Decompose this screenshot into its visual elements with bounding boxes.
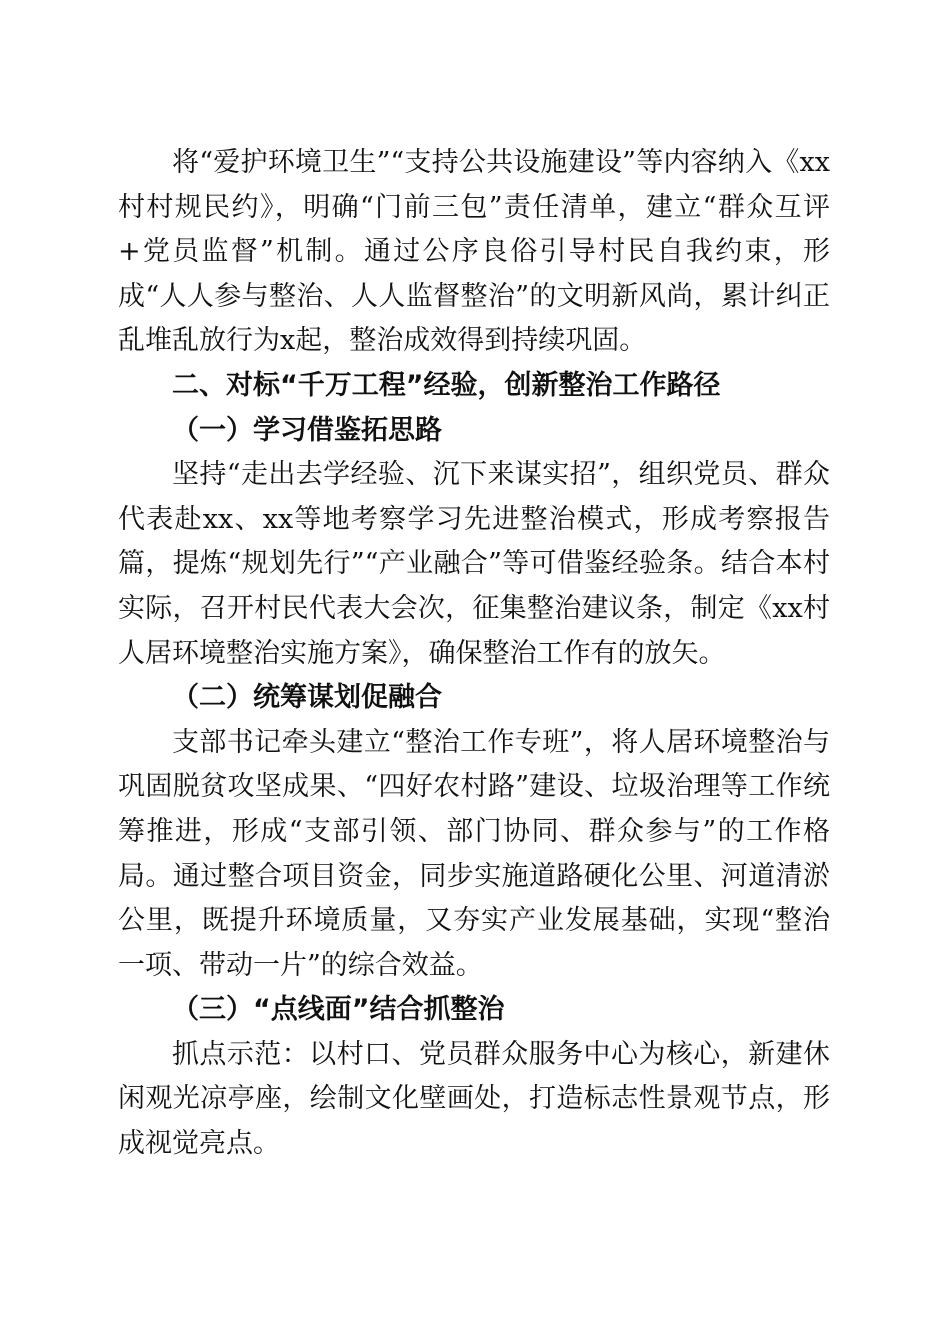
paragraph-integration: 支部书记牵头建立“整治工作专班”，将人居环境整治与巩固脱贫攻坚成果、“四好农村路”建设、垃圾治理等工作统筹推进，形成“支部引领、部门协同、群众参与”的工作格局。通过整合项目资金，同步实施道路硬化公里、河道清淤公里，既提升环境质量，又夯实产业发展基础，实现“整治一项、带动一片”的综合效益。 xyxy=(118,726,830,981)
paragraph-demonstration: 抓点示范：以村口、党员群众服务中心为核心，新建休闲观光凉亭座，绘制文化壁画处，打造标志性景观节点，形成视觉亮点。 xyxy=(118,1038,830,1160)
sub-heading-one: （一）学习借鉴拓思路 xyxy=(172,414,442,446)
paragraph-learning: 坚持“走出去学经验、沉下来谋实招”，组织党员、群众代表赴xx、xx等地考察学习先进整治模式，形成考察报告篇，提炼“规划先行”“产业融合”等可借鉴经验条。结合本村实际，召开村民代表大会次，征集整治建议条，制定《xx村人居环境整治实施方案》，确保整治工作有的放矢。 xyxy=(118,459,830,669)
sub-heading-two: （二）统筹谋划促融合 xyxy=(172,682,442,714)
document-body xyxy=(118,141,830,1167)
section-heading-two: 二、对标“千万工程”经验，创新整治工作路径 xyxy=(172,369,721,401)
paragraph-village-rules: 将“爱护环境卫生”“支持公共设施建设”等内容纳入《xx村村规民约》，明确“门前三包”责任清单，建立“群众互评+党员监督”机制。通过公序良俗引导村民自我约束，形成“人人参与整治、人人监督整治”的文明新风尚，累计纠正乱堆乱放行为x起，整治成效得到持续巩固。 xyxy=(118,147,830,357)
sub-heading-three: （三）“点线面”结合抓整治 xyxy=(172,994,505,1026)
